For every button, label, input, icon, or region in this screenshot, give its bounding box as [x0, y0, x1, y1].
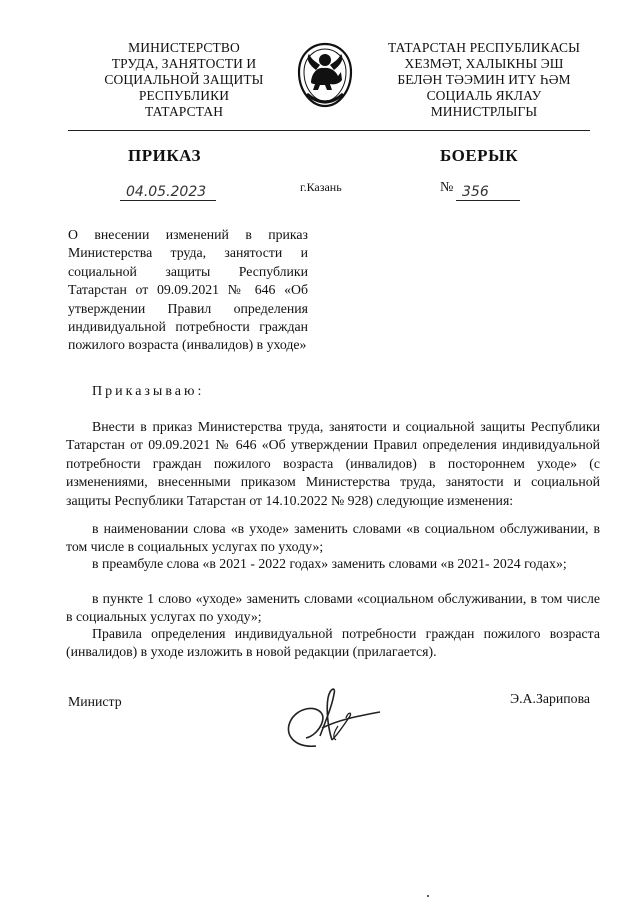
date-field: [120, 186, 216, 201]
paragraph-text: в наименовании слова «в уходе» заменить словами «в социальном обслуживании, в том числе в социальных услугах по уходу»;: [66, 521, 600, 555]
ministry-line-tt: СОЦИАЛЬ ЯКЛАУ: [426, 88, 542, 103]
order-date: 04.05.2023: [126, 184, 207, 200]
header-divider: [68, 130, 590, 131]
signer-title: Министр: [68, 694, 122, 709]
order-number: 356: [462, 184, 489, 200]
scan-speck: [427, 895, 429, 897]
ministry-line-tt: МИНИСТРЛЫГЫ: [430, 104, 538, 119]
body-paragraph: [66, 555, 600, 573]
paragraph-text: в преамбуле слова «в 2021 - 2022 годах» заменить словами «в 2021- 2024 годах»;: [92, 556, 567, 571]
number-field: [456, 186, 520, 201]
order-subject: О внесении изменений в приказ Министерства труда, занятости и социальной защиты Республики Татарстан от 09.09.2021 № 646 «Об утверждении Правил определения индивидуальной потребности граждан пожилого возраста (инвалидов) в уходе»: [68, 227, 308, 353]
paragraph-text: в пункте 1 слово «уходе» заменить словами «социальном обслуживании, в том числе в социальных услугах по уходу»;: [66, 591, 600, 625]
handwritten-signature-icon: [276, 676, 384, 760]
body-paragraph: [66, 418, 600, 510]
ministry-line-ru: МИНИСТЕРСТВО: [128, 40, 240, 55]
body-paragraph: [66, 520, 600, 557]
signer-name: Э.А.Зарипова: [510, 691, 591, 706]
ministry-line-ru: СОЦИАЛЬНОЙ ЗАЩИТЫ: [104, 72, 264, 87]
ministry-line-ru: ТРУДА, ЗАНЯТОСТИ И: [111, 56, 257, 71]
ministry-line-tt: ХЕЗМӘТ, ХАЛЫКНЫ ЭШ: [404, 56, 564, 71]
doc-title-russian: ПРИКАЗ: [128, 146, 201, 165]
body-paragraph: [66, 625, 600, 662]
body-paragraph: [66, 590, 600, 627]
ministry-name-tatar: [368, 40, 600, 120]
tatarstan-emblem-icon: [294, 40, 356, 110]
ministry-line-ru: ТАТАРСТАН: [144, 104, 224, 119]
ministry-line-tt: БЕЛӘН ТӘЭМИН ИТҮ ҺӘМ: [397, 72, 571, 87]
doc-title-tatar: БОЕРЫК: [440, 146, 519, 165]
number-sign: №: [440, 180, 454, 195]
ministry-line-ru: РЕСПУБЛИКИ: [138, 88, 230, 103]
order-word: Приказываю:: [92, 384, 205, 399]
ministry-line-tt: ТАТАРСТАН РЕСПУБЛИКАСЫ: [387, 40, 581, 55]
ministry-name-russian: [68, 40, 300, 120]
paragraph-text: Правила определения индивидуальной потребности граждан пожилого возраста (инвалидов) в уходе изложить в новой редакции (прилагается).: [66, 626, 600, 660]
paragraph-text: Внести в приказ Министерства труда, занятости и социальной защиты Республики Татарстан от 09.09.2021 № 646 «Об утверждении Правил определения индивидуальной потребности граждан пожилого возраста (инвалидов) в постороннем уходе» (с изменениями, внесенными приказом Министерства труда, занятости и социальной защиты Республики Татарстан от 14.10.2022 № 928) следующие изменения:: [66, 419, 600, 508]
city-label: г.Казань: [300, 180, 342, 194]
